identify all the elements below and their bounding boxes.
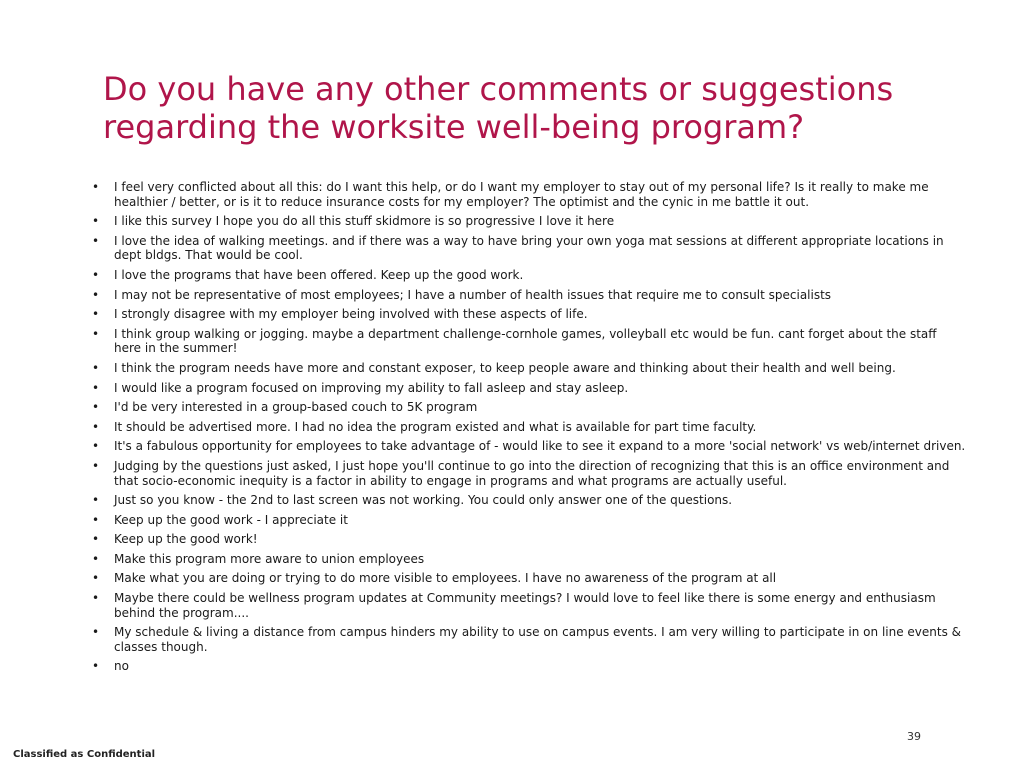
bullet-icon: •	[92, 591, 100, 606]
comment-text: Make what you are doing or trying to do more visible to employees. I have no awareness of the program at all	[114, 571, 777, 586]
comment-text: no	[114, 659, 129, 674]
comment-text: Just so you know - the 2nd to last screen was not working. You could only answer one of the questions.	[114, 493, 733, 508]
comment-text: I think group walking or jogging. maybe a department challenge-cornhole games, volleyball etc would be fun. cant forget about the staff here in the summer!	[114, 326, 937, 356]
comment-item	[92, 307, 967, 322]
confidentiality-label: Classified as Confidential	[13, 749, 156, 760]
comment-text: I like this survey I hope you do all this stuff skidmore is so progressive I love it here	[114, 214, 615, 229]
comment-text: Make this program more aware to union employees	[114, 551, 425, 566]
comment-item	[92, 439, 967, 454]
bullet-icon: •	[92, 214, 100, 229]
comment-item	[92, 234, 967, 263]
bullet-icon: •	[92, 458, 100, 473]
comment-text: I feel very conflicted about all this: do I want this help, or do I want my employer to stay out of my personal life? Is it really to make me healthier / better, or is it to reduce insurance costs for my employer? The optimist and the cynic in me battle it out.	[114, 180, 929, 209]
comment-text: I may not be representative of most employees; I have a number of health issues that require me to consult specialists	[114, 287, 832, 302]
page-number: 39	[907, 730, 921, 743]
bullet-icon: •	[92, 512, 100, 527]
comment-text: I think the program needs have more and constant exposer, to keep people aware and thinking about their health and well being.	[114, 360, 896, 375]
comment-item	[92, 400, 967, 415]
comment-item	[92, 552, 967, 567]
comment-item	[92, 268, 967, 283]
comment-item	[92, 513, 967, 528]
comment-item	[92, 361, 967, 376]
comment-text: Judging by the questions just asked, I just hope you'll continue to go into the direction of recognizing that this is an office environment and that socio-economic inequity is a factor in ability to engage in programs and what programs are actually useful.	[114, 458, 950, 488]
comment-item	[92, 625, 967, 654]
bullet-icon: •	[92, 659, 100, 674]
comment-item	[92, 493, 967, 508]
comment-text: Keep up the good work - I appreciate it	[114, 512, 348, 527]
comment-text: I'd be very interested in a group-based couch to 5K program	[114, 400, 478, 415]
comment-text: I would like a program focused on improving my ability to fall asleep and stay asleep.	[114, 380, 629, 395]
comment-item	[92, 659, 967, 674]
comment-item	[92, 420, 967, 435]
comment-item	[92, 591, 967, 620]
comment-item	[92, 459, 967, 488]
comment-item	[92, 214, 967, 229]
bullet-icon: •	[92, 419, 100, 434]
bullet-icon: •	[92, 400, 100, 415]
comment-text: I love the idea of walking meetings. and if there was a way to have bring your own yoga mat sessions at different appropriate locations in dept bldgs. That would be cool.	[114, 233, 944, 263]
comment-item	[92, 532, 967, 547]
bullet-icon: •	[92, 360, 100, 375]
comment-item	[92, 571, 967, 586]
bullet-icon: •	[92, 571, 100, 586]
bullet-icon: •	[92, 307, 100, 322]
bullet-icon: •	[92, 439, 100, 454]
bullet-icon: •	[92, 233, 100, 248]
bullet-icon: •	[92, 180, 100, 194]
bullet-icon: •	[92, 551, 100, 566]
comment-item	[92, 180, 967, 209]
bullet-icon: •	[92, 267, 100, 282]
comment-text: Keep up the good work!	[114, 532, 258, 547]
comment-text: My schedule & living a distance from campus hinders my ability to use on campus events. I am very willing to participate in on line events & classes though.	[114, 625, 962, 654]
bullet-icon: •	[92, 493, 100, 508]
comment-list	[92, 180, 967, 679]
comment-item	[92, 381, 967, 396]
comment-text: I love the programs that have been offered. Keep up the good work.	[114, 267, 524, 282]
bullet-icon: •	[92, 532, 100, 547]
comment-text: It's a fabulous opportunity for employees to take advantage of - would like to see it expand to a more 'social network' vs web/internet driven.	[114, 439, 966, 454]
bullet-icon: •	[92, 380, 100, 395]
bullet-icon: •	[92, 625, 100, 640]
bullet-icon: •	[92, 287, 100, 302]
comment-text: It should be advertised more. I had no idea the program existed and what is available for part time faculty.	[114, 419, 757, 434]
comment-item	[92, 327, 967, 356]
comment-text: I strongly disagree with my employer being involved with these aspects of life.	[114, 307, 588, 322]
comment-item	[92, 288, 967, 303]
bullet-icon: •	[92, 326, 100, 341]
slide-title: Do you have any other comments or suggestions regarding the worksite well-being program?	[103, 70, 894, 146]
comment-text: Maybe there could be wellness program updates at Community meetings? I would love to feel like there is some energy and enthusiasm behind the program....	[114, 591, 936, 620]
